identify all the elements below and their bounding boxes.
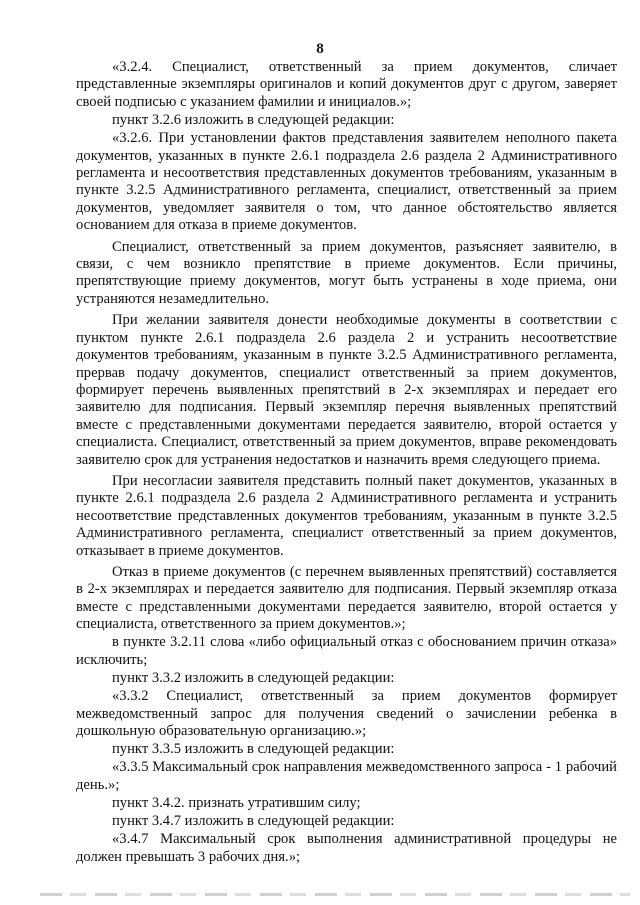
paragraph-applicant-wish: При желании заявителя донести необходимые документы в соответствии с пунктом пункте 2.6.1 подраздела 2.6 раздела 2 и устранить несоответствие документов требованиям, указанным в пункте 3.2.5 Административного регламента, прервав подачу документов, специалист ответственный за прием документов, формирует перечень выявленных препятствий в 2-х экземплярах и передает его заявителю для подписания. Первый экземпляр перечня выявленных препятствий вместе с представленными документами передается заявителю, второй остается у специалиста. Специалист, ответственный за прием документов, вправе рекомендовать заявителю срок для устранения недостатков и назначить время следующего приема. <box>76 312 617 468</box>
paragraph-3-4-7: «3.4.7 Максимальный срок выполнения административной процедуры не должен превышать 3 рабочих дня.»; <box>76 831 617 865</box>
paragraph-3-4-2: пункт 3.4.2. признать утратившим силу; <box>112 795 361 812</box>
paragraph-3-2-6: «3.2.6. При установлении фактов представления заявителем неполного пакета документов, указанных в пункте 2.6.1 подраздела 2.6 раздела 2 Административного регламента и несоответствия представленных документов требованиям, указанным в пункте 3.2.5 Административного регламента, специалист, ответственный за прием документов, уведомляет заявителя о том, что данное обстоятельство является основанием для отказа в приеме документов. <box>76 130 617 234</box>
paragraph-3-2-11: в пункте 3.2.11 слова «либо официальный отказ с обоснованием причин отказа» исключить; <box>76 634 617 668</box>
paragraph-instruction-3-3-5: пункт 3.3.5 изложить в следующей редакции: <box>112 741 395 758</box>
paragraph-refusal: Отказ в приеме документов (с перечнем выявленных препятствий) составляется в 2-х экземплярах и передается заявителю для подписания. Первый экземпляр отказа вместе с представленными документами передается заявителю, второй остается у специалиста, ответственного за прием документов.»; <box>76 563 617 633</box>
paragraph-3-2-4: «3.2.4. Специалист, ответственный за прием документов, сличает представленные экземпляры оригиналов и копий документов друг с другом, заверяет своей подписью с указанием фамилии и инициалов.»; <box>76 59 617 110</box>
paragraph-specialist-explains: Специалист, ответственный за прием документов, разъясняет заявителю, в связи, с чем возникло препятствие в приеме документов. Если причины, препятствующие приему документов, могут быть устранены в ходе приема, они устраняются незамедлительно. <box>76 238 617 307</box>
paragraph-3-3-5: «3.3.5 Максимальный срок направления межведомственного запроса - 1 рабочий день.»; <box>76 759 617 793</box>
page-number: 8 <box>316 41 324 57</box>
paragraph-applicant-disagreement: При несогласии заявителя представить полный пакет документов, указанных в пункте 2.6.1 подраздела 2.6 раздела 2 Административного регламента и устранить несоответствие представленных документов требованиям, указанным в пункте 3.2.5 Административного регламента, специалист ответственный за прием документов, отказывает в приеме документов. <box>76 472 617 559</box>
scan-edge-artifact <box>40 893 630 896</box>
paragraph-instruction-3-4-7: пункт 3.4.7 изложить в следующей редакции: <box>112 813 395 830</box>
paragraph-instruction-3-3-2: пункт 3.3.2 изложить в следующей редакции: <box>112 670 395 686</box>
document-body <box>76 59 617 867</box>
paragraph-instruction-3-2-6: пункт 3.2.6 изложить в следующей редакции: <box>112 112 395 129</box>
paragraph-3-3-2: «3.3.2 Специалист, ответственный за прием документов формирует межведомственный запрос для получения сведений о зачислении ребенка в дошкольную образовательную организацию.»; <box>76 688 617 740</box>
